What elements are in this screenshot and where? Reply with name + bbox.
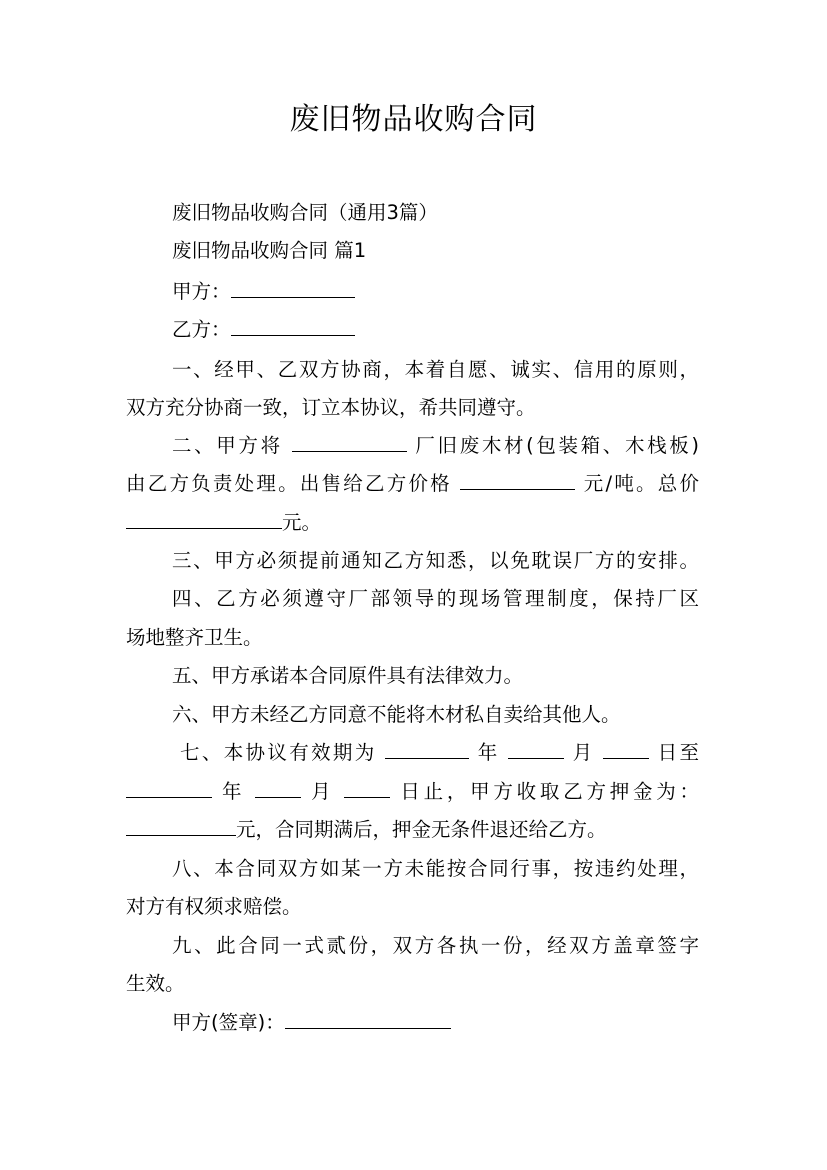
start-year-blank	[385, 739, 469, 759]
clause-8-line-1: 八、本合同双方如某一方未能按合同行事，按违约处理，	[172, 857, 699, 880]
party-b-blank	[231, 316, 355, 336]
document-subtitle: 废旧物品收购合同（通用3篇）	[172, 201, 438, 224]
deposit-blank	[126, 816, 236, 836]
start-year-label: 年	[477, 741, 500, 764]
clause-7-line-3	[126, 816, 607, 844]
clause-2-part-5: 元。	[282, 511, 322, 534]
clause-4-line-1: 四、乙方必须遵守厂部领导的现场管理制度，保持厂区	[172, 587, 699, 610]
section-heading: 废旧物品收购合同 篇1	[172, 239, 367, 262]
factory-name-blank	[292, 432, 407, 452]
clause-8-line-2: 对方有权须求赔偿。	[126, 895, 302, 918]
party-a-signature-line	[172, 1009, 451, 1037]
clause-2-part-2: 厂旧废木材(包装箱、木栈板)	[415, 434, 699, 457]
clause-4-line-2: 场地整齐卫生。	[126, 626, 263, 649]
start-day-label: 日至	[657, 741, 699, 764]
clause-5: 五、甲方承诺本合同原件具有法律效力。	[172, 664, 524, 687]
clause-9-line-2: 生效。	[126, 972, 185, 995]
clause-6: 六、甲方未经乙方同意不能将木材私自卖给其他人。	[172, 703, 621, 726]
party-a-label: 甲方：	[172, 280, 231, 303]
clause-2-line-2	[126, 470, 699, 498]
party-b-line	[172, 316, 355, 344]
clause-7-line-1	[180, 739, 699, 767]
party-a-line	[172, 278, 355, 306]
party-b-label: 乙方：	[172, 318, 231, 341]
clause-3: 三、甲方必须提前通知乙方知悉，以免耽误厂方的安排。	[172, 549, 699, 572]
clause-2-part-3: 由乙方负责处理。出售给乙方价格	[126, 472, 452, 495]
end-year-label: 年	[221, 780, 246, 803]
end-year-blank	[126, 778, 212, 798]
clause-2-part-1: 二、甲方将	[172, 434, 283, 457]
start-day-blank	[603, 739, 649, 759]
party-a-signature-blank	[285, 1009, 451, 1029]
clause-7-part-1: 七、本协议有效期为	[180, 741, 377, 764]
clause-1-line-1: 一、经甲、乙双方协商，本着自愿、诚实、信用的原则，	[172, 358, 699, 381]
start-month-blank	[508, 739, 564, 759]
end-day-blank	[344, 778, 390, 798]
price-blank	[460, 470, 575, 490]
end-month-label: 月	[311, 780, 335, 803]
start-month-label: 月	[572, 741, 595, 764]
clause-2-part-4: 元/吨。总价	[583, 472, 700, 495]
clause-1-line-2: 双方充分协商一致，订立本协议，希共同遵守。	[126, 396, 536, 419]
clause-2-line-3	[126, 509, 321, 537]
clause-7-line-2	[126, 778, 699, 806]
end-month-blank	[255, 778, 301, 798]
party-a-sign-label: 甲方(签章)：	[172, 1011, 285, 1034]
clause-7-part-end: 元，合同期满后，押金无条件退还给乙方。	[236, 818, 607, 841]
clause-2-line-1	[172, 432, 699, 460]
party-a-blank	[231, 278, 355, 298]
total-price-blank	[126, 509, 282, 529]
document-title: 废旧物品收购合同	[289, 102, 538, 137]
clause-9-line-1: 九、此合同一式贰份，双方各执一份，经双方盖章签字	[172, 934, 699, 957]
end-day-label: 日止，甲方收取乙方押金为：	[400, 780, 699, 803]
